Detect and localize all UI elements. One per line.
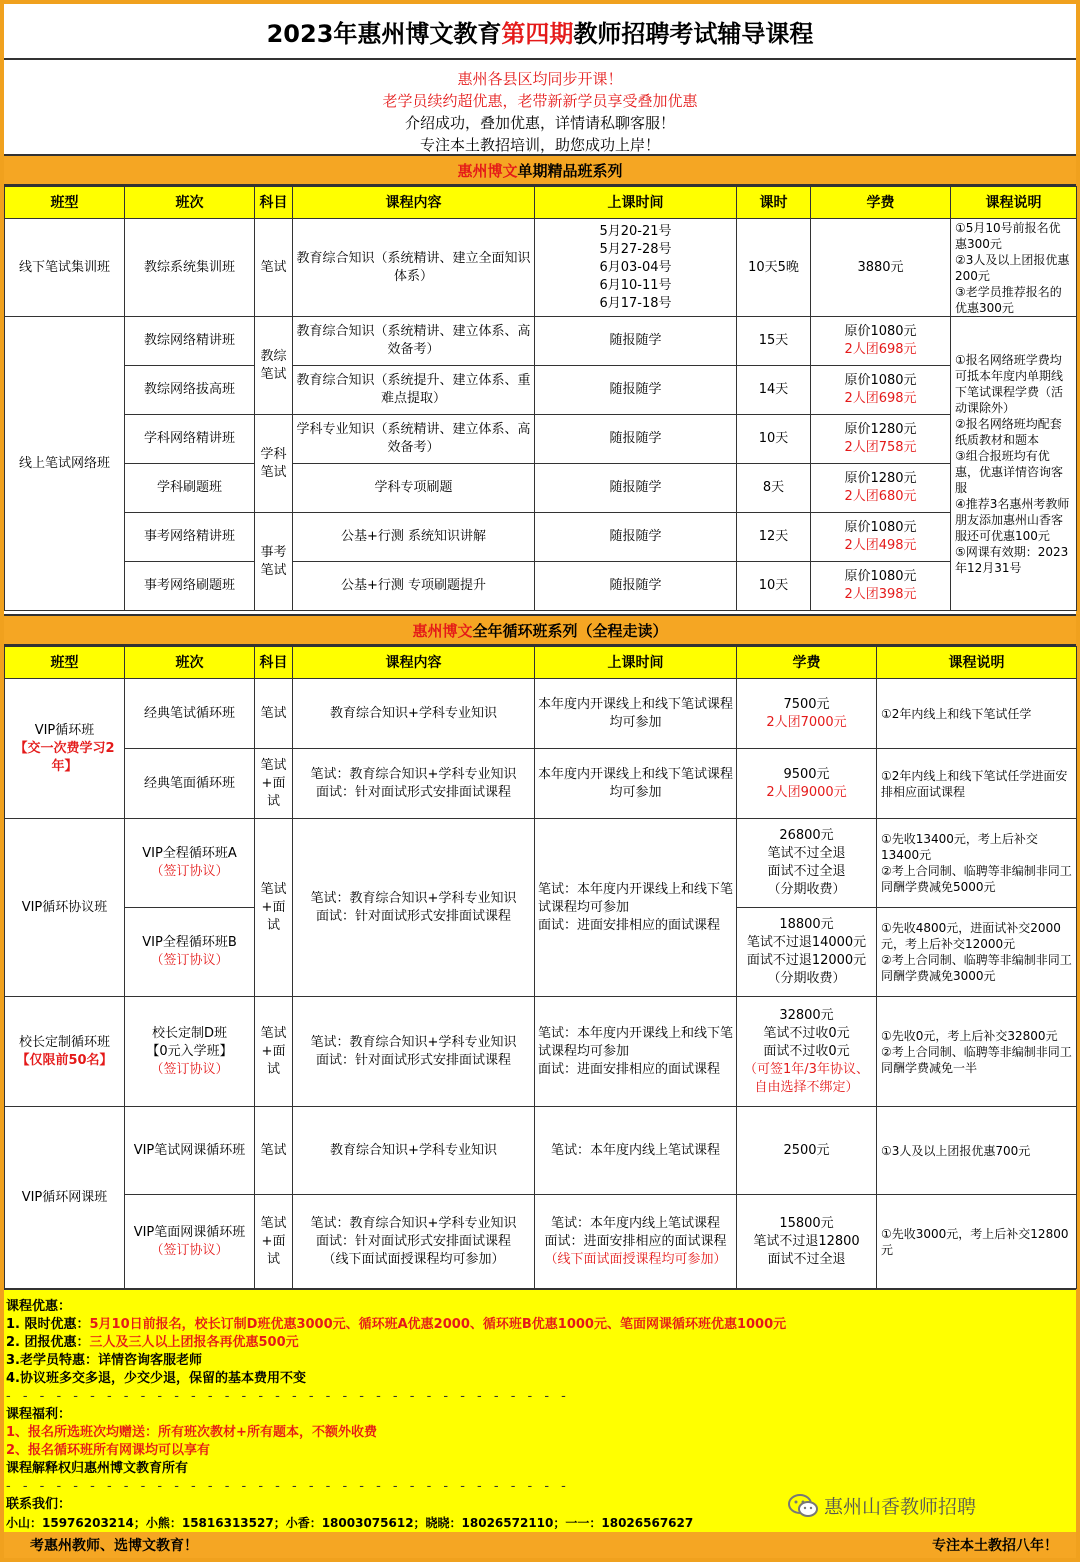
note-item: ①先收4800元，进面试补交2000元，考上后补交12000元 bbox=[881, 921, 1061, 951]
time-line: 笔试：本年度内开课线上和线下笔试课程均可参加 bbox=[538, 1025, 734, 1059]
time-item: 6月10-11号 bbox=[599, 277, 672, 293]
course-notes: ①3人及以上团报优惠700元 bbox=[877, 1107, 1077, 1195]
sign-note: （签订协议） bbox=[150, 864, 229, 879]
note-item: ②考上合同制、临聘等非编制非同工同酬学费减免一半 bbox=[881, 1044, 1072, 1075]
col-header: 课时 bbox=[737, 187, 811, 219]
class-time: 笔试：本年度内线上笔试课程 bbox=[535, 1107, 737, 1195]
table-row bbox=[5, 819, 1077, 908]
table-row bbox=[5, 415, 1077, 464]
class-name bbox=[125, 997, 255, 1107]
subject: 笔试 bbox=[255, 679, 293, 749]
hours: 10天5晚 bbox=[737, 219, 811, 317]
note-item: ④推荐3名惠州考教师朋友添加惠州山香客服还可优惠100元 bbox=[955, 496, 1070, 543]
time-line: 笔试：本年度内线上笔试课程 bbox=[550, 1215, 720, 1231]
fee-line: 笔试不过全退 bbox=[767, 846, 846, 861]
class-name: 教综网络精讲班 bbox=[125, 317, 255, 366]
original-price: 原价1080元 bbox=[844, 373, 917, 388]
divider: - - - - - - - - - - - - - - - - - - - - - - - - - - - - - - - - - - bbox=[6, 1479, 570, 1494]
note-item: ①先收13400元，考上后补交13400元 bbox=[881, 832, 1038, 862]
group-price: 2人团498元 bbox=[844, 538, 917, 553]
class-time bbox=[535, 1195, 737, 1289]
course-content: 学科专业知识（系统精讲、建立体系、高效备考） bbox=[293, 415, 535, 464]
price: 9500元 bbox=[783, 766, 830, 782]
group-price: 2人团9000元 bbox=[766, 784, 847, 800]
fee bbox=[811, 562, 951, 611]
time-item: 5月20-21号 bbox=[599, 223, 672, 239]
course-content: 教育综合知识+学科专业知识 bbox=[293, 1107, 535, 1195]
col-header: 班次 bbox=[125, 647, 255, 679]
fee-line: 笔试不过退12800 bbox=[753, 1233, 860, 1249]
fee-line: 面试不过收0元 bbox=[763, 1043, 850, 1059]
price: 7500元 bbox=[783, 696, 830, 712]
fee bbox=[811, 317, 951, 366]
divider: - - - - - - - - - - - - - - - - - - - - - - - - - - - - - - - - - - bbox=[6, 1389, 570, 1404]
note-item: ③组合报班均有优惠，优惠详情咨询客服 bbox=[955, 448, 1064, 495]
table-row bbox=[5, 219, 1077, 317]
course-content: 教育综合知识（系统提升、建立体系、重难点提取） bbox=[293, 366, 535, 415]
hours: 8天 bbox=[737, 464, 811, 513]
subject: 事考笔试 bbox=[255, 513, 293, 611]
course-content: 教育综合知识（系统精讲、建立全面知识体系） bbox=[293, 219, 535, 317]
section1-brand: 惠州博文 bbox=[457, 161, 518, 180]
class-label: VIP全程循环班B bbox=[142, 935, 237, 950]
fee bbox=[811, 366, 951, 415]
col-header: 上课时间 bbox=[535, 647, 737, 679]
intro-block bbox=[4, 62, 1076, 152]
note-item: ②考上合同制、临聘等非编制非同工同酬学费减免5000元 bbox=[881, 864, 1072, 894]
sign-note: （签订协议） bbox=[150, 1242, 229, 1258]
col-header: 课程内容 bbox=[293, 187, 535, 219]
fee-line: 18800元 bbox=[779, 917, 834, 932]
promo-line-4: 4.协议班多交多退，少交少退，保留的基本费用不变 bbox=[6, 1371, 306, 1386]
intro-line-2: 老学员续约超优惠，老带新新学员享受叠加优惠 bbox=[382, 92, 698, 110]
original-price: 原价1080元 bbox=[844, 520, 917, 535]
benefit-line-1: 1、报名所选班次均赠送：所有班次教材+所有题本，不额外收费 bbox=[6, 1425, 377, 1440]
subject: 笔试+面试 bbox=[255, 997, 293, 1107]
group-price: 2人团698元 bbox=[844, 342, 917, 357]
fee-line: 面试不过退12000元 bbox=[746, 953, 867, 968]
time-line: 面试：进面安排相应的面试课程 bbox=[544, 1233, 727, 1249]
class-type-label: 校长定制循环班 bbox=[18, 1034, 110, 1050]
benefit-title: 课程福利： bbox=[6, 1407, 72, 1422]
sign-note: （签订协议） bbox=[150, 953, 229, 968]
course-content: 教育综合知识（系统精讲、建立体系、高效备考） bbox=[293, 317, 535, 366]
class-type bbox=[5, 679, 125, 819]
fee bbox=[811, 464, 951, 513]
class-name: 事考网络刷题班 bbox=[125, 562, 255, 611]
content-line: 笔试：教育综合知识+学科专业知识 bbox=[310, 1034, 517, 1050]
table-row bbox=[5, 749, 1077, 819]
class-type: VIP循环网课班 bbox=[5, 1107, 125, 1289]
table-row bbox=[5, 464, 1077, 513]
contact-title: 联系我们： bbox=[6, 1497, 72, 1512]
promo-text: 三人及三人以上团报各再优惠500元 bbox=[89, 1335, 299, 1350]
col-header: 科目 bbox=[255, 187, 293, 219]
page-title bbox=[4, 4, 1076, 60]
single-term-table bbox=[4, 186, 1077, 611]
course-notes bbox=[877, 908, 1077, 997]
course-content bbox=[293, 819, 535, 997]
intro-line-3: 介绍成功，叠加优惠，详情请私聊客服！ bbox=[404, 114, 675, 132]
class-time: 随报随学 bbox=[535, 513, 737, 562]
course-notes: ①2年内线上和线下笔试任学进面安排相应面试课程 bbox=[877, 749, 1077, 819]
class-time: 随报随学 bbox=[535, 366, 737, 415]
intro-line-1: 惠州各县区均同步开课！ bbox=[457, 70, 623, 88]
time-item: 6月03-04号 bbox=[599, 259, 672, 275]
watermark-text: 惠州山香教师招聘 bbox=[824, 1496, 977, 1518]
fee bbox=[737, 679, 877, 749]
course-content: 学科专项刷题 bbox=[293, 464, 535, 513]
class-time bbox=[535, 997, 737, 1107]
subject: 笔试 bbox=[255, 1107, 293, 1195]
fee-line: 面试不过全退 bbox=[767, 864, 846, 879]
note-item: ②考上合同制、临聘等非编制非同工同酬学费减免3000元 bbox=[881, 953, 1072, 983]
content-line: 面试：针对面试形式安排面试课程 bbox=[315, 1233, 511, 1249]
class-name: 经典笔试循环班 bbox=[125, 679, 255, 749]
intro-line-4: 专注本土教招培训，助您成功上岸！ bbox=[419, 136, 660, 154]
course-content: 公基+行测 专项刷题提升 bbox=[293, 562, 535, 611]
fee-line: （分期收费） bbox=[767, 971, 846, 986]
section-yearly-cycle bbox=[4, 614, 1076, 646]
promo-line-2 bbox=[6, 1334, 1074, 1352]
content-line: 面试：针对面试形式安排面试课程 bbox=[315, 1052, 511, 1068]
class-time: 本年度内开课线上和线下笔试课程均可参加 bbox=[535, 749, 737, 819]
content-line: 笔试：教育综合知识+学科专业知识 bbox=[310, 766, 517, 782]
table2-header-row bbox=[5, 647, 1077, 679]
fee: 2500元 bbox=[737, 1107, 877, 1195]
subject: 学科笔试 bbox=[255, 415, 293, 513]
section-single-term bbox=[4, 154, 1076, 186]
course-notes bbox=[877, 997, 1077, 1107]
table-row bbox=[5, 317, 1077, 366]
class-time: 随报随学 bbox=[535, 464, 737, 513]
col-header: 课程说明 bbox=[877, 647, 1077, 679]
section1-title: 单期精品班系列 bbox=[517, 161, 623, 180]
fee bbox=[737, 908, 877, 997]
hours: 15天 bbox=[737, 317, 811, 366]
col-header: 班型 bbox=[5, 187, 125, 219]
course-notes bbox=[951, 317, 1077, 611]
promo-line-3: 3.老学员特惠：详情咨询客服老师 bbox=[6, 1353, 202, 1368]
class-type-note: 【交一次费学习2年】 bbox=[14, 740, 115, 774]
sign-note: （签订协议） bbox=[150, 1061, 229, 1077]
title-highlight: 第四期 bbox=[501, 19, 574, 48]
col-header: 课程说明 bbox=[951, 187, 1077, 219]
watermark bbox=[788, 1492, 976, 1519]
time-item: 6月17-18号 bbox=[599, 295, 672, 311]
class-label-2: 【0元入学班】 bbox=[146, 1043, 233, 1059]
table-row bbox=[5, 513, 1077, 562]
class-type: 线下笔试集训班 bbox=[5, 219, 125, 317]
fee bbox=[737, 819, 877, 908]
content-line: 笔试：教育综合知识+学科专业知识 bbox=[310, 890, 517, 906]
slogan-bar bbox=[4, 1532, 1076, 1558]
subject: 笔试+面试 bbox=[255, 1195, 293, 1289]
class-time: 随报随学 bbox=[535, 415, 737, 464]
note-item: ⑤网课有效期：2023年12月31号 bbox=[955, 544, 1069, 575]
original-price: 原价1080元 bbox=[844, 569, 917, 584]
content-line: 笔试：教育综合知识+学科专业知识 bbox=[310, 1215, 517, 1231]
table-row bbox=[5, 679, 1077, 749]
class-name: 学科刷题班 bbox=[125, 464, 255, 513]
content-line: 面试：针对面试形式安排面试课程 bbox=[315, 908, 511, 924]
note-item: ①先收0元，考上后补交32800元 bbox=[881, 1028, 1058, 1043]
class-name: VIP笔试网课循环班 bbox=[125, 1107, 255, 1195]
hours: 10天 bbox=[737, 415, 811, 464]
promo-label: 2. 团报优惠： bbox=[6, 1335, 90, 1350]
course-notes: ①2年内线上和线下笔试任学 bbox=[877, 679, 1077, 749]
class-time bbox=[535, 819, 737, 997]
note-item: ①报名网络班学费均可抵本年度内单期线下笔试课程学费（活动课除外） bbox=[955, 352, 1064, 415]
class-name bbox=[125, 819, 255, 908]
poster bbox=[4, 4, 1076, 1558]
subject: 笔试+面试 bbox=[255, 819, 293, 997]
fee-line: 笔试不过收0元 bbox=[763, 1025, 850, 1041]
class-name: 事考网络精讲班 bbox=[125, 513, 255, 562]
fee: 3880元 bbox=[811, 219, 951, 317]
fee bbox=[737, 749, 877, 819]
table-row bbox=[5, 997, 1077, 1107]
table-row bbox=[5, 366, 1077, 415]
class-name: 教综系统集训班 bbox=[125, 219, 255, 317]
time-line: 笔试：本年度内开课线上和线下笔试课程均可参加 bbox=[538, 881, 734, 915]
class-label: VIP笔面网课循环班 bbox=[133, 1224, 246, 1240]
note-item: ②报名网络班均配套纸质教材和题本 bbox=[955, 416, 1062, 447]
course-content bbox=[293, 749, 535, 819]
class-times bbox=[535, 219, 737, 317]
col-header: 课程内容 bbox=[293, 647, 535, 679]
time-item: 5月27-28号 bbox=[599, 241, 672, 257]
fee-line: 26800元 bbox=[779, 828, 834, 843]
fee bbox=[811, 513, 951, 562]
promo-line-1 bbox=[6, 1316, 1074, 1334]
benefit-line-2: 2、报名循环班所有网课均可以享有 bbox=[6, 1443, 211, 1458]
course-content bbox=[293, 997, 535, 1107]
fee bbox=[811, 415, 951, 464]
content-line: 面试：针对面试形式安排面试课程 bbox=[315, 784, 511, 800]
course-notes: ①先收3000元，考上后补交12800元 bbox=[877, 1195, 1077, 1289]
slogan-right: 专注本土教招八年！ bbox=[932, 1538, 1058, 1554]
wechat-icon bbox=[788, 1494, 818, 1518]
note-item: ③老学员推荐报名的优惠300元 bbox=[955, 284, 1062, 315]
course-content bbox=[293, 1195, 535, 1289]
group-price: 2人团680元 bbox=[844, 489, 917, 504]
fee-note: （可签1年/3年协议、自由选择不绑定） bbox=[744, 1061, 869, 1095]
original-price: 原价1080元 bbox=[844, 324, 917, 339]
class-type: 线上笔试网络班 bbox=[5, 317, 125, 611]
promo-label: 1. 限时优惠： bbox=[6, 1317, 90, 1332]
time-line: 面试：进面安排相应的面试课程 bbox=[538, 917, 721, 933]
col-header: 班型 bbox=[5, 647, 125, 679]
fee-line: （分期收费） bbox=[767, 882, 846, 897]
fee bbox=[737, 997, 877, 1107]
table1-header-row bbox=[5, 187, 1077, 219]
class-name bbox=[125, 908, 255, 997]
col-header: 学费 bbox=[811, 187, 951, 219]
promo-title: 课程优惠： bbox=[6, 1299, 72, 1314]
section2-title: 全年循环班系列（全程走读） bbox=[472, 621, 668, 640]
class-name: 教综网络拔高班 bbox=[125, 366, 255, 415]
class-type bbox=[5, 997, 125, 1107]
group-price: 2人团698元 bbox=[844, 391, 917, 406]
class-type: VIP循环协议班 bbox=[5, 819, 125, 997]
fee-line: 笔试不过退14000元 bbox=[746, 935, 867, 950]
benefit-line-3: 课程解释权归惠州博文教育所有 bbox=[6, 1461, 189, 1476]
table-row bbox=[5, 1107, 1077, 1195]
class-name bbox=[125, 1195, 255, 1289]
contact-list: 小山：15976203214；小熊：15816313527；小香：18003075612；晓晓：18026572110；一一：18026567627 bbox=[6, 1516, 694, 1530]
col-header: 学费 bbox=[737, 647, 877, 679]
fee-line: 面试不过全退 bbox=[767, 1251, 846, 1267]
note-item: ①5月10号前报名优惠300元 bbox=[955, 220, 1061, 251]
class-time: 本年度内开课线上和线下笔试课程均可参加 bbox=[535, 679, 737, 749]
class-label: VIP全程循环班A bbox=[142, 846, 237, 861]
title-pre: 2023年惠州博文教育 bbox=[266, 19, 502, 48]
promo-text: 5月10日前报名，校长订制D班优惠3000元、循环班A优惠2000、循环班B优惠1000元、笔面网课循环班优惠1000元 bbox=[89, 1317, 787, 1332]
col-header: 上课时间 bbox=[535, 187, 737, 219]
class-time: 随报随学 bbox=[535, 317, 737, 366]
section2-brand: 惠州博文 bbox=[412, 621, 473, 640]
group-price: 2人团758元 bbox=[844, 440, 917, 455]
original-price: 原价1280元 bbox=[844, 471, 917, 486]
table-row bbox=[5, 562, 1077, 611]
time-line: 面试：进面安排相应的面试课程 bbox=[538, 1061, 721, 1077]
course-notes bbox=[877, 819, 1077, 908]
class-type-note: 【仅限前50名】 bbox=[16, 1052, 113, 1068]
group-price: 2人团398元 bbox=[844, 587, 917, 602]
class-label: 校长定制D班 bbox=[151, 1025, 227, 1041]
slogan-left: 考惠州教师、选博文教育！ bbox=[30, 1538, 198, 1554]
title-post: 教师招聘考试辅导课程 bbox=[573, 19, 814, 48]
fee bbox=[737, 1195, 877, 1289]
fee-line: 15800元 bbox=[779, 1215, 834, 1231]
fee-line: 32800元 bbox=[779, 1007, 834, 1023]
class-name: 学科网络精讲班 bbox=[125, 415, 255, 464]
hours: 12天 bbox=[737, 513, 811, 562]
content-line: （线下面试面授课程均可参加） bbox=[322, 1251, 505, 1267]
course-content: 公基+行测 系统知识讲解 bbox=[293, 513, 535, 562]
course-notes bbox=[951, 219, 1077, 317]
hours: 10天 bbox=[737, 562, 811, 611]
subject: 教综笔试 bbox=[255, 317, 293, 415]
group-price: 2人团7000元 bbox=[766, 714, 847, 730]
class-time: 随报随学 bbox=[535, 562, 737, 611]
col-header: 科目 bbox=[255, 647, 293, 679]
col-header: 班次 bbox=[125, 187, 255, 219]
subject: 笔试 bbox=[255, 219, 293, 317]
note-item: ②3人及以上团报优惠200元 bbox=[955, 252, 1070, 283]
course-content: 教育综合知识+学科专业知识 bbox=[293, 679, 535, 749]
table-row bbox=[5, 1195, 1077, 1289]
yearly-cycle-table bbox=[4, 646, 1077, 1289]
time-line: （线下面试面授课程均可参加） bbox=[544, 1251, 727, 1267]
class-type-label: VIP循环班 bbox=[34, 722, 95, 738]
subject: 笔试+面试 bbox=[255, 749, 293, 819]
hours: 14天 bbox=[737, 366, 811, 415]
class-name: 经典笔面循环班 bbox=[125, 749, 255, 819]
original-price: 原价1280元 bbox=[844, 422, 917, 437]
